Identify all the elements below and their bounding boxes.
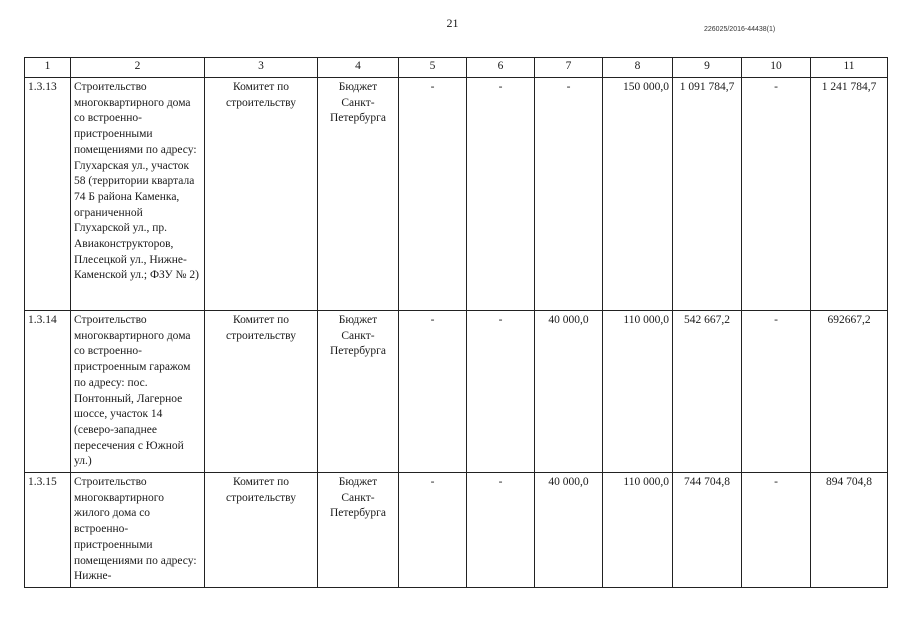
- item-value-10: -: [742, 311, 811, 473]
- header-cell: 8: [603, 58, 673, 78]
- item-total: 1 241 784,7: [811, 78, 888, 311]
- item-value-7: -: [535, 78, 603, 311]
- item-value-9: 1 091 784,7: [673, 78, 742, 311]
- item-name: Строительство многоквартирного дома со встроенно-пристроенными помещениями по адресу: Глухарская ул., участок 58 (территории квартала 74 Б района Каменка, ограниченной Глухарской ул., пр. Авиаконструкторов, Плесецкой ул., Нижне-Каменской ул.; ФЗУ № 2): [71, 78, 205, 311]
- header-cell: 7: [535, 58, 603, 78]
- item-number: 1.3.14: [25, 311, 71, 473]
- table-row: [25, 473, 888, 588]
- table-row: [25, 78, 888, 311]
- item-value-8: 110 000,0: [603, 311, 673, 473]
- item-executor: Комитет по строительству: [205, 78, 318, 311]
- program-table: [24, 57, 888, 588]
- item-value-6: -: [467, 473, 535, 588]
- item-value-5: -: [399, 311, 467, 473]
- item-executor: Комитет по строительству: [205, 311, 318, 473]
- item-name: Строительство многоквартирного дома со встроенно-пристроенным гаражом по адресу: пос. Понтонный, Лагерное шоссе, участок 14 (северо-западнее пересечения с Южной ул.): [71, 311, 205, 473]
- item-value-5: -: [399, 78, 467, 311]
- item-value-7: 40 000,0: [535, 473, 603, 588]
- item-total: 894 704,8: [811, 473, 888, 588]
- item-value-5: -: [399, 473, 467, 588]
- item-value-9: 542 667,2: [673, 311, 742, 473]
- header-cell: 10: [742, 58, 811, 78]
- document-code: 226025/2016-44438(1): [704, 26, 776, 33]
- item-funding-source: Бюджет Санкт-Петербурга: [318, 473, 399, 588]
- item-funding-source: Бюджет Санкт-Петербурга: [318, 311, 399, 473]
- item-number: 1.3.13: [25, 78, 71, 311]
- header-cell: 3: [205, 58, 318, 78]
- item-value-10: -: [742, 473, 811, 588]
- item-number: 1.3.15: [25, 473, 71, 588]
- table-header-row: [25, 58, 888, 78]
- item-value-8: 150 000,0: [603, 78, 673, 311]
- header-cell: 6: [467, 58, 535, 78]
- item-value-7: 40 000,0: [535, 311, 603, 473]
- item-value-6: -: [467, 311, 535, 473]
- item-value-10: -: [742, 78, 811, 311]
- header-cell: 2: [71, 58, 205, 78]
- page-number: 21: [446, 16, 459, 30]
- item-total: 692667,2: [811, 311, 888, 473]
- item-executor: Комитет по строительству: [205, 473, 318, 588]
- header-cell: 9: [673, 58, 742, 78]
- header-cell: 11: [811, 58, 888, 78]
- header-cell: 1: [25, 58, 71, 78]
- item-value-9: 744 704,8: [673, 473, 742, 588]
- item-value-6: -: [467, 78, 535, 311]
- header-cell: 5: [399, 58, 467, 78]
- item-funding-source: Бюджет Санкт-Петербурга: [318, 78, 399, 311]
- header-cell: 4: [318, 58, 399, 78]
- item-name: Строительство многоквартирного жилого дома со встроенно-пристроенными помещениями по адресу: Нижне-: [71, 473, 205, 588]
- item-value-8: 110 000,0: [603, 473, 673, 588]
- table-row: [25, 311, 888, 473]
